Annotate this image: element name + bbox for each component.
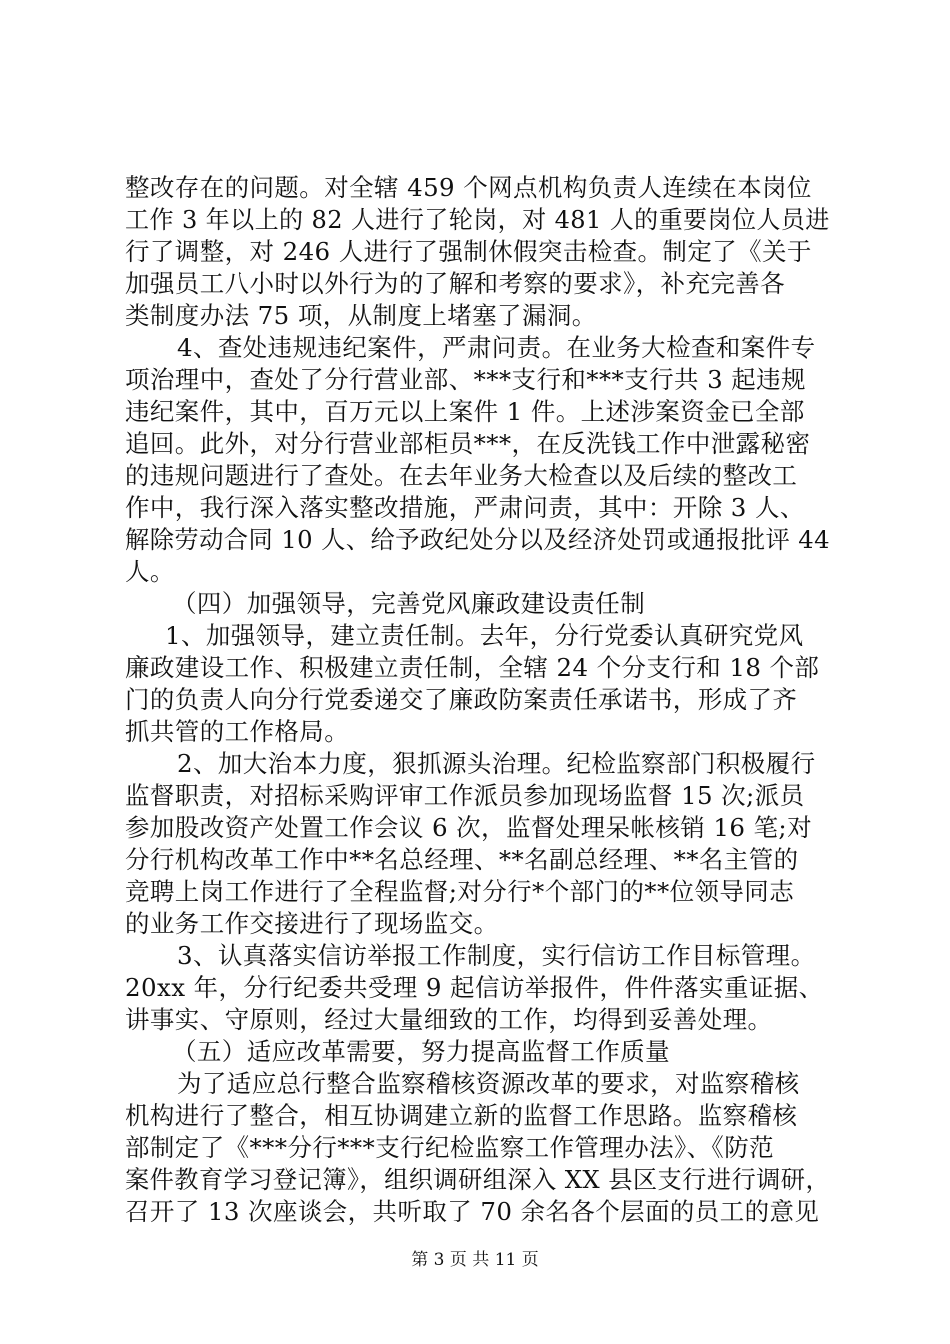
- body-text-line: 人。: [125, 557, 175, 586]
- body-text-line: 机构进行了整合，相互协调建立新的监督工作思路。监察稽核: [125, 1101, 798, 1130]
- body-text-line: 加强员工八小时以外行为的了解和考察的要求》，补充完善各: [125, 269, 786, 298]
- section-heading: （四）加强领导，完善党风廉政建设责任制: [172, 589, 646, 618]
- body-text-line: 监督职责，对招标采购评审工作派员参加现场监督 15 次;派员: [125, 781, 805, 810]
- body-text-line: 违纪案件，其中，百万元以上案件 1 件。上述涉案资金已全部: [125, 397, 805, 426]
- body-text-line: 类制度办法 75 项，从制度上堵塞了漏洞。: [125, 301, 597, 330]
- body-text-line: 的违规问题进行了查处。在去年业务大检查以及后续的整改工: [125, 461, 798, 490]
- body-text-line: 解除劳动合同 10 人、给予政纪处分以及经济处罚或通报批评 44: [125, 525, 831, 554]
- body-text-line: 工作 3 年以上的 82 人进行了轮岗，对 481 人的重要岗位人员进: [125, 205, 830, 234]
- body-text-line: 项治理中，查处了分行营业部、***支行和***支行共 3 起违规: [125, 365, 806, 394]
- paragraph-heading: 1、加强领导，建立责任制。去年，分行党委认真研究党风: [165, 621, 804, 650]
- body-text-line: 的业务工作交接进行了现场监交。: [125, 909, 499, 938]
- body-text-line: 追回。此外，对分行营业部柜员***，在反洗钱工作中泄露秘密: [125, 429, 811, 458]
- paragraph-heading: 2、加大治本力度，狠抓源头治理。纪检监察部门积极履行: [177, 749, 816, 778]
- body-text-line: 行了调整，对 246 人进行了强制休假突击检查。制定了《关于: [125, 237, 812, 266]
- body-text-line: 案件教育学习登记簿》，组织调研组深入 XX 县区支行进行调研，: [125, 1165, 831, 1194]
- body-text-line: 作中，我行深入落实整改措施，严肃问责，其中：开除 3 人、: [125, 493, 805, 522]
- body-text-line: 门的负责人向分行党委递交了廉政防案责任承诺书，形成了齐: [125, 685, 798, 714]
- body-text-line: 20xx 年，分行纪委共受理 9 起信访举报件，件件落实重证据、: [125, 973, 824, 1002]
- paragraph-heading: 4、查处违规违纪案件，严肃问责。在业务大检查和案件专: [177, 333, 816, 362]
- page-footer: 第 3 页 共 11 页: [411, 1250, 539, 1270]
- body-text-line: 抓共管的工作格局。: [125, 717, 350, 746]
- body-text-line: 召开了 13 次座谈会，共听取了 70 余名各个层面的员工的意见: [125, 1197, 820, 1226]
- section-heading: （五）适应改革需要，努力提高监督工作质量: [172, 1037, 670, 1066]
- body-text-line: 廉政建设工作、积极建立责任制，全辖 24 个分支行和 18 个部: [125, 653, 820, 682]
- body-text-line: 部制定了《***分行***支行纪检监察工作管理办法》、《防范: [125, 1133, 774, 1162]
- body-text-line: 参加股改资产处置工作会议 6 次，监督处理呆帐核销 16 笔;对: [125, 813, 812, 842]
- body-text-line: 竞聘上岗工作进行了全程监督;对分行*个部门的**位领导同志: [125, 877, 795, 906]
- paragraph-heading: 3、认真落实信访举报工作制度，实行信访工作目标管理。: [177, 941, 816, 970]
- body-text-line: 分行机构改革工作中**名总经理、**名副总经理、**名主管的: [125, 845, 799, 874]
- body-text-line: 整改存在的问题。对全辖 459 个网点机构负责人连续在本岗位: [125, 173, 812, 202]
- body-text-line: 讲事实、守原则，经过大量细致的工作，均得到妥善处理。: [125, 1005, 773, 1034]
- paragraph-first-line: 为了适应总行整合监察稽核资源改革的要求，对监察稽核: [177, 1069, 800, 1098]
